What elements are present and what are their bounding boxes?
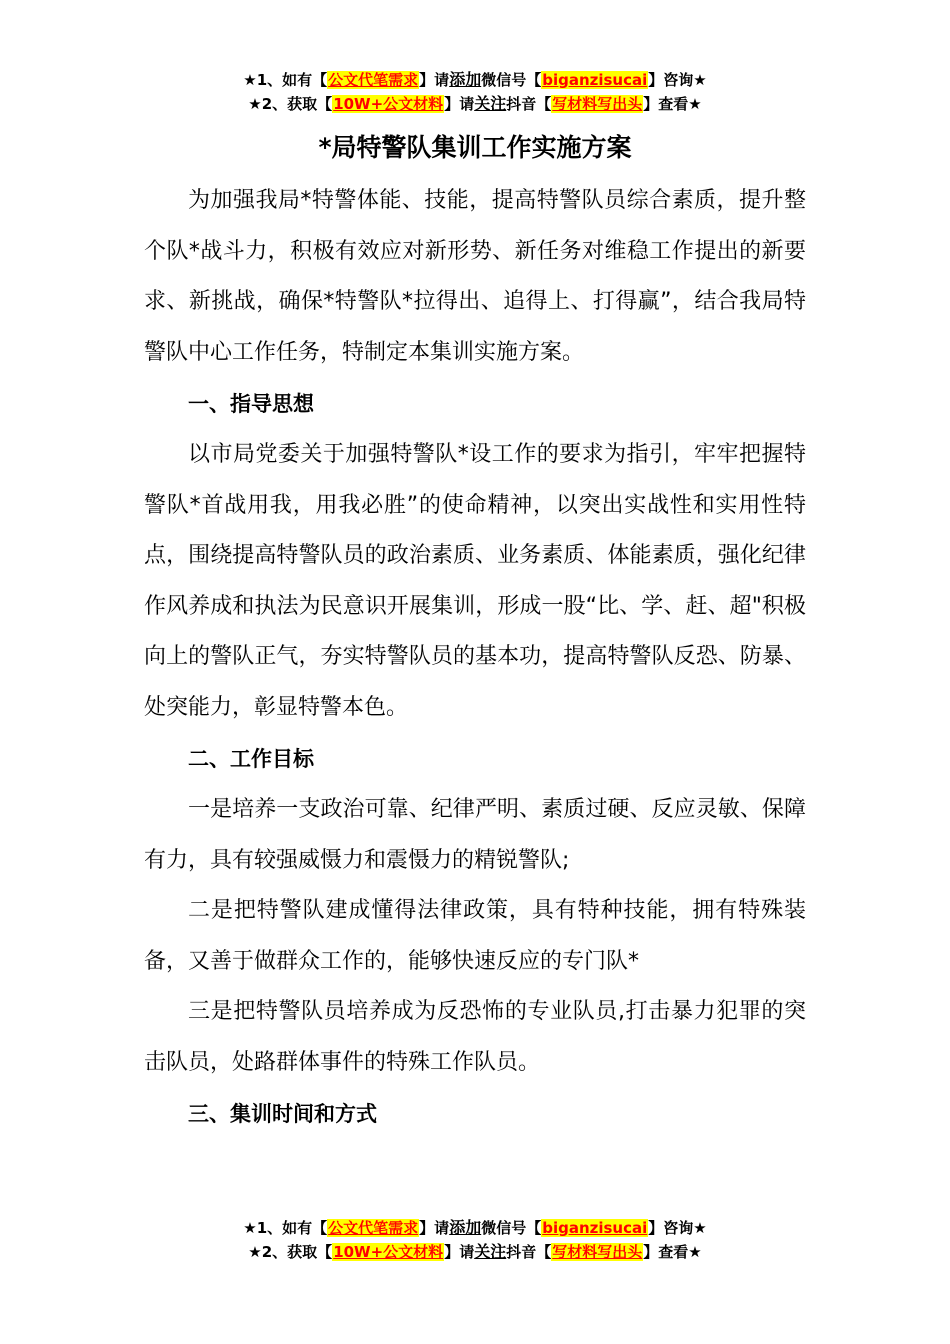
banner-text: ★2、获取【 [248, 95, 333, 113]
body-paragraph: 三是把特警队员培养成为反恐怖的专业队员,打击暴力犯罪的突击队员，处路群体事件的特殊工作队员。 [144, 999, 806, 1075]
banner-text: ★1、如有【 [243, 1219, 328, 1237]
banner-line-2 [0, 92, 950, 116]
section-heading: 三、集训时间和方式 [188, 1102, 377, 1126]
banner-line-2 [0, 1240, 950, 1264]
section-heading: 二、工作目标 [188, 747, 314, 771]
banner-emphasis: 关注 [474, 94, 507, 113]
highlight-service: 公文代笔需求 [328, 1219, 419, 1237]
banner-emphasis: 添加 [449, 1218, 482, 1237]
banner-emphasis: 关注 [474, 1242, 507, 1261]
banner-text: 微信号【 [481, 1219, 542, 1237]
highlight-wechat-id: biganzisucai [542, 1219, 648, 1237]
banner-text: ★2、获取【 [248, 1243, 333, 1261]
highlight-materials: 10W+公文材料 [333, 1243, 444, 1261]
intro-paragraph: 为加强我局*特警体能、技能，提高特警队员综合素质，提升整个队*战斗力，积极有效应对新形势、新任务对维稳工作提出的新要求、新挑战，确保*特警队*拉得出、追得上、打得赢”，结合我局特警队中心工作任务，特制定本集训实施方案。 [144, 188, 806, 365]
banner-text: 抖音【 [506, 95, 552, 113]
highlight-douyin-account: 写材料写出头 [552, 95, 643, 113]
banner-line-1 [0, 68, 950, 92]
banner-line-1 [0, 1216, 950, 1240]
banner-text: 】咨询★ [648, 71, 707, 89]
section-heading: 一、指导思想 [188, 392, 314, 416]
highlight-materials: 10W+公文材料 [333, 95, 444, 113]
banner-text: 】查看★ [643, 95, 702, 113]
banner-text: 】查看★ [643, 1243, 702, 1261]
header-banner [0, 68, 950, 116]
document-body [144, 176, 806, 1140]
banner-text: ★1、如有【 [243, 71, 328, 89]
highlight-service: 公文代笔需求 [328, 71, 419, 89]
body-paragraph: 一是培养一支政治可靠、纪律严明、素质过硬、反应灵敏、保障有力，具有较强威慑力和震慑力的精锐警队; [144, 797, 806, 873]
banner-text: 】咨询★ [648, 1219, 707, 1237]
banner-text: 】请 [419, 71, 450, 89]
highlight-douyin-account: 写材料写出头 [552, 1243, 643, 1261]
banner-emphasis: 添加 [449, 70, 482, 89]
document-title: *局特警队集训工作实施方案 [318, 133, 632, 162]
footer-banner [0, 1216, 950, 1264]
banner-text: 】请 [444, 95, 475, 113]
body-paragraph: 以市局党委关于加强特警队*设工作的要求为指引，牢牢把握特警队*首战用我，用我必胜”的使命精神，以突出实战性和实用性特点，围绕提高特警队员的政治素质、业务素质、体能素质，强化纪律作风养成和执法为民意识开展集训，形成一股“比、学、赶、超"积极向上的警队正气，夯实特警队员的基本功，提高特警队反恐、防暴、处突能力，彰显特警本色。 [144, 442, 806, 720]
banner-text: 】请 [444, 1243, 475, 1261]
body-paragraph: 二是把特警队建成懂得法律政策，具有特种技能，拥有特殊装备，又善于做群众工作的，能够快速反应的专门队* [144, 898, 806, 974]
highlight-wechat-id: biganzisucai [542, 71, 648, 89]
banner-text: 】请 [419, 1219, 450, 1237]
banner-text: 微信号【 [481, 71, 542, 89]
banner-text: 抖音【 [506, 1243, 552, 1261]
